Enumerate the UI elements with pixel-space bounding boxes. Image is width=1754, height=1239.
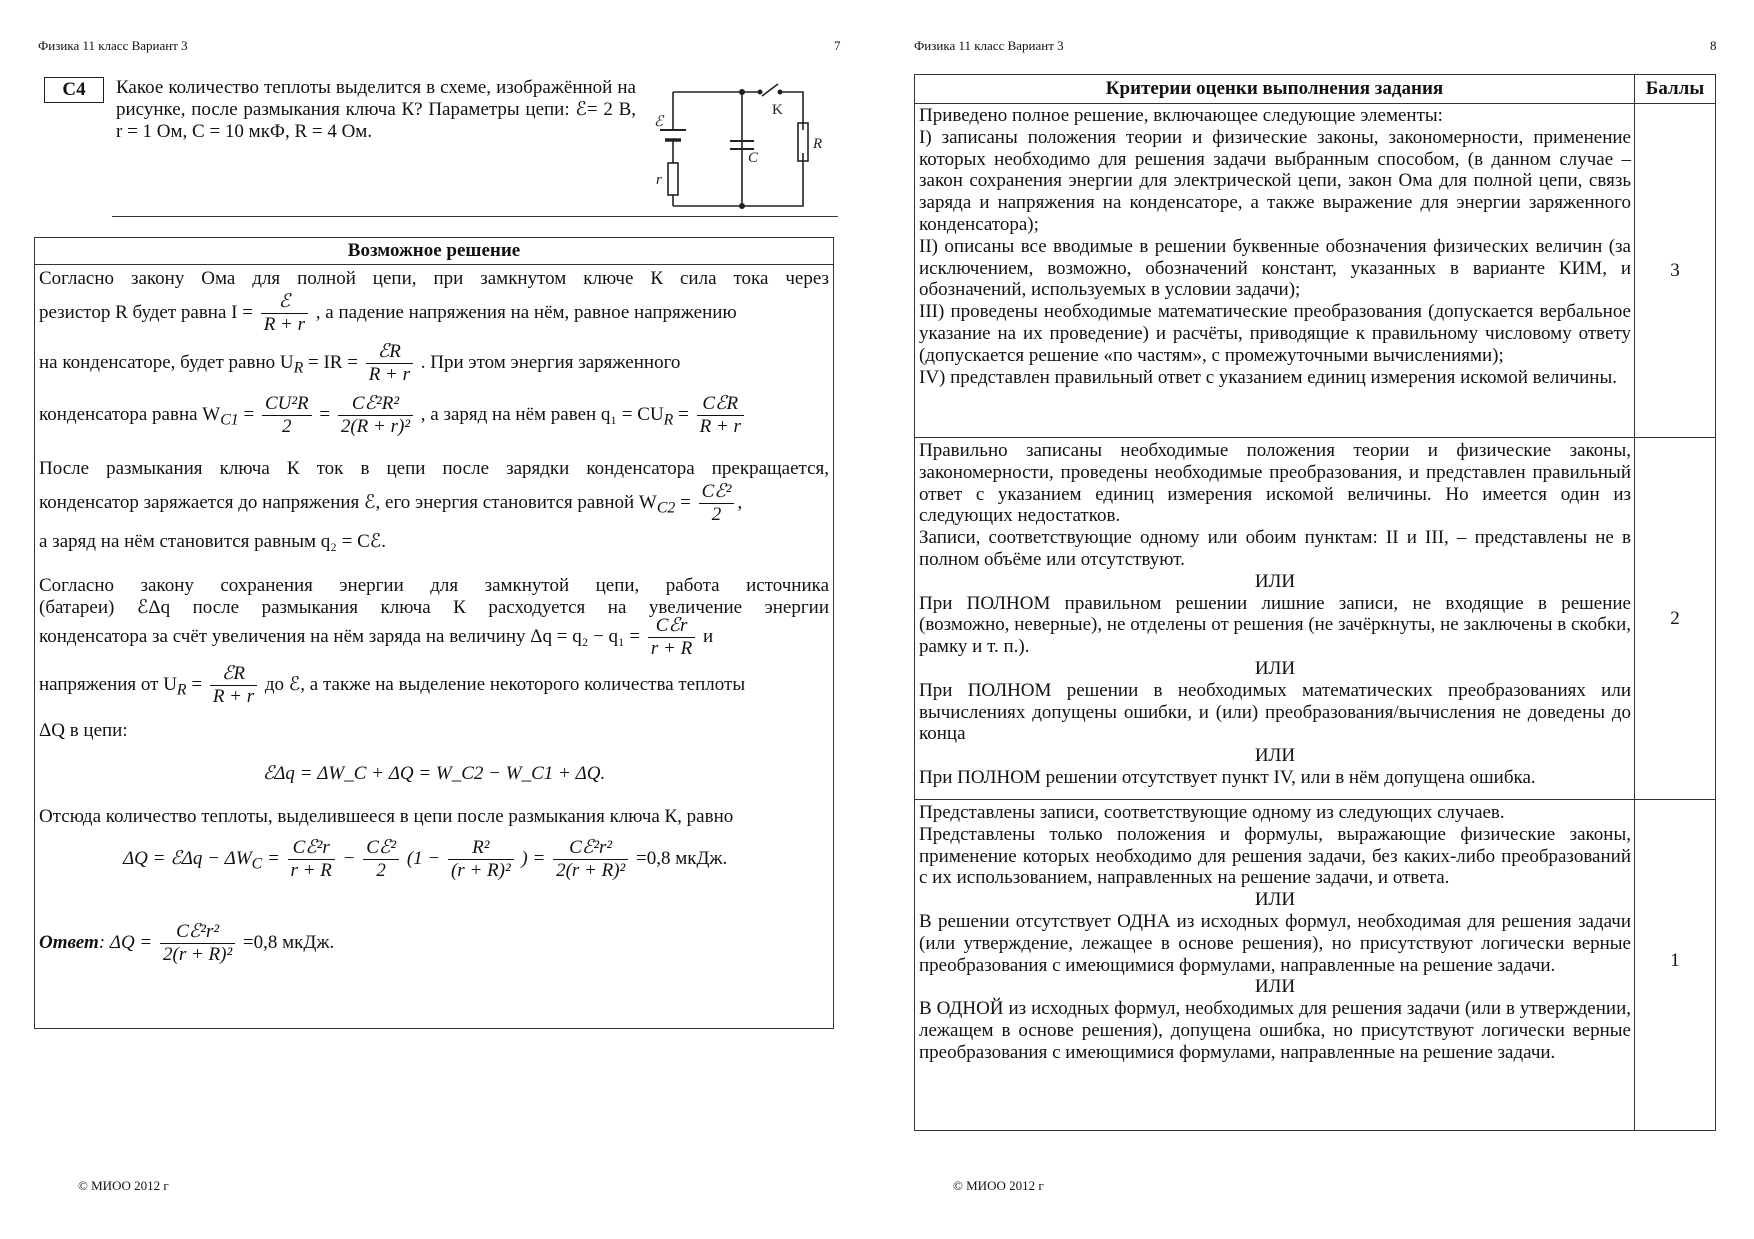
criteria-row-2: Правильно записаны необходимые положения теории и физические законы, закономерности, проведены необходимые преобразования, и представлен правильный ответ с указанием единиц измерения искомой величины. Но имеется один из следующих недостатков. Записи, соответствующие одному или обоим пунктам: II и III, – представлены не в полном объёме или отсутствуют. ИЛИ При ПОЛНОМ правильном решении лишние записи, не входящие в решение (возможно, неверные), не отделены от решения (не зачёркнуты, не заключены в скобки, рамку и т. п.). ИЛИ При ПОЛНОМ решении в необходимых математических преобразованиях или вычислениях допущены ошибки, и (или) преобразования/вычисления не доведены до конца ИЛИ При ПОЛНОМ решении отсутствует пункт IV, или в нём допущена ошибка. [919,440,1632,788]
sol-line-dq: конденсатора за счёт увеличения на нём заряда на величину Δq = q₂ − q₁ = $\frac{\text{Cℰr}}{r + R}$ и [39,615,714,659]
resistor-label: R [813,136,823,152]
emf-label: ℰ [654,114,664,130]
sol-line-energy2: конденсатор заряжается до напряжения ℰ, его энергия становится равной $W_{C2}$ = $\frac{\text{Cℰ²}}{2}$ , [39,481,743,525]
fraction: $\frac{\text{CU²R}}{2}$ [262,393,312,438]
answer-line: Ответ: ΔQ = $\frac{\text{Cℰ²r²}}{\text{2(r + R)²}}$ =0,8 мкДж. [39,921,335,965]
task-text: Какое количество теплоты выделится в схеме, изображённой на рисунке, после размыкания ключа К? Параметры цепи: ℰ= 2 В, r = 1 Ом, C = 10 мкФ, R = 4 Ом. [116,77,636,142]
solution-title: Возможное решение [35,238,833,265]
fraction: $\frac{\text{Cℰ²r²}}{\text{2(r + R)²}}$ [160,921,235,966]
page-footer: © МИОО 2012 г [78,1178,169,1193]
fraction: $\frac{\text{Cℰ²r²}}{\text{2(r + R)²}}$ [553,837,628,882]
equation-heat: ΔQ = ℰΔq − $\Delta W_C$ = $\frac{\text{Cℰ²r}}{r + R}$ − $\frac{\text{Cℰ²}}{2}$ (1 − $\frac{\text{R²}}{\text{(r + R)²}}$ ) = $\frac{\text{Cℰ²r²}}{\text{2(r + R)²}}$ =0,8 мкДж. [123,837,728,881]
score-1: 1 [1670,950,1680,971]
key-label: K [772,102,783,118]
page-footer: © МИОО 2012 г [953,1178,1044,1193]
fraction: $\frac{\text{R²}}{\text{(r + R)²}}$ [448,837,514,882]
row-separator [915,437,1715,438]
sol-line: После размыкания ключа К ток в цепи после зарядки конденсатора прекращается, [39,458,829,479]
criteria-header: Критерии оценки выполнения задания [1105,78,1444,99]
page-number: 7 [834,38,841,53]
task-label: C4 [44,77,104,103]
sol-line-ur: напряжения от $U_R$ = $\frac{\text{ℰR}}{R + r}$ до ℰ, а также на выделение некоторого количества теплоты [39,663,746,707]
page-number: 8 [1710,38,1717,53]
fraction: $\frac{\text{Cℰ²r}}{r + R}$ [288,837,335,882]
fraction: $\frac{\text{ℰR}}{R + r}$ [210,663,257,708]
solution-box [34,237,834,1029]
sol-line: Отсюда количество теплоты, выделившееся в цепи после размыкания ключа К, равно [39,806,734,827]
fraction: $\frac{\text{ℰ}}{R + r}$ [261,291,308,336]
sol-line: Согласно закону Ома для полной цепи, при замкнутом ключе К сила тока через [39,268,829,289]
score-2: 2 [1670,608,1680,629]
page-header: Физика 11 класс Вариант 3 [914,38,1064,53]
page-header: Физика 11 класс Вариант 3 [38,38,188,53]
fraction: $\frac{\text{Cℰ²}}{2}$ [699,481,735,526]
circuit-diagram [650,78,830,213]
capacitor-label: C [748,150,759,166]
criteria-row-1: Представлены записи, соответствующие одному из следующих случаев. Представлены только положения и формулы, выражающие физические законы, применение которых необходимо для решения задачи, без каких-либо преобразований с их использованием, направленных на решение задачи, и ответа. ИЛИ В решении отсутствует ОДНА из исходных формул, необходимая для решения задачи (или утверждение, лежащее в основе решения), но присутствуют логически верные преобразования с имеющимися формулами, направленные на решение задачи. ИЛИ В ОДНОЙ из исходных формул, необходимых для решения задачи (или в утверждении, лежащем в основе решения), допущена ошибка, но присутствуют логически верные преобразования с имеющимися формулами, направленные на решение задачи. [919,802,1631,1063]
criteria-table [914,74,1716,1131]
fraction: $\frac{\text{Cℰ²}}{2}$ [363,837,399,882]
fraction: $\frac{\text{ℰR}}{R + r}$ [366,341,413,386]
sol-line-energy: конденсатора равна $W_{C1}$ = $\frac{\text{CU²R}}{2}$ = $\frac{\text{Cℰ²R²}}{\text{2(R + r)²}}$ , а заряд на нём равен $q_1 = CU_R$ = $\frac{\text{CℰR}}{R + r}$ [39,393,829,438]
sol-line-voltage: на конденсаторе, будет равно $U_R$ = IR = $\frac{\text{ℰR}}{R + r}$ . При этом энергия заряженного [39,341,681,385]
fraction: $\frac{\text{Cℰ²R²}}{\text{2(R + r)²}}$ [338,393,413,438]
divider [112,216,838,217]
score-3: 3 [1670,260,1680,281]
score-header: Баллы [1645,78,1705,99]
internal-resistance-label: r [656,172,662,188]
fraction: $\frac{\text{CℰR}}{R + r}$ [697,393,744,438]
equation-energy-balance: ℰΔq = ΔW_C + ΔQ = W_C2 − W_C1 + ΔQ. [262,763,606,784]
sol-line: (батареи) ℰΔq после размыкания ключа К расходуется на увеличение энергии [39,597,829,618]
sol-line-current: резистор R будет равна I = $\frac{\text{ℰ}}{R + r}$ , а падение напряжения на нём, равное напряжению [39,291,737,335]
table-header [915,75,1715,104]
criteria-row-3: Приведено полное решение, включающее следующие элементы: I) записаны положения теории и физические законы, закономерности, применение которых необходимо для решения задачи выбранным способом, (в данном случае – закон сохранения энергии для электрической цепи, закон Ома для полной цепи, связь заряда и напряжения на конденсаторе, а также выражение для энергии заряженного конденсатора); II) описаны все вводимые в решении буквенные обозначения физических величин (за исключением, возможно, обозначений констант, указанных в варианте КИМ, и обозначений, используемых в условии задачи); III) проведены необходимые математические преобразования (допускается вербальное указание на их проведение) и расчёты, приводящие к правильному числовому ответу (допускается решение «по частям», с промежуточными вычислениями); IV) представлен правильный ответ с указанием единиц измерения искомой величины. [919,105,1631,388]
sol-line: Согласно закону сохранения энергии для замкнутой цепи, работа источника [39,575,829,596]
sol-line: ΔQ в цепи: [39,720,128,741]
fraction: $\frac{\text{Cℰr}}{r + R}$ [648,615,695,660]
answer-label: Ответ [39,931,99,953]
row-separator [915,799,1715,800]
sol-line: а заряд на нём становится равным q₂ = Cℰ. [39,531,387,552]
